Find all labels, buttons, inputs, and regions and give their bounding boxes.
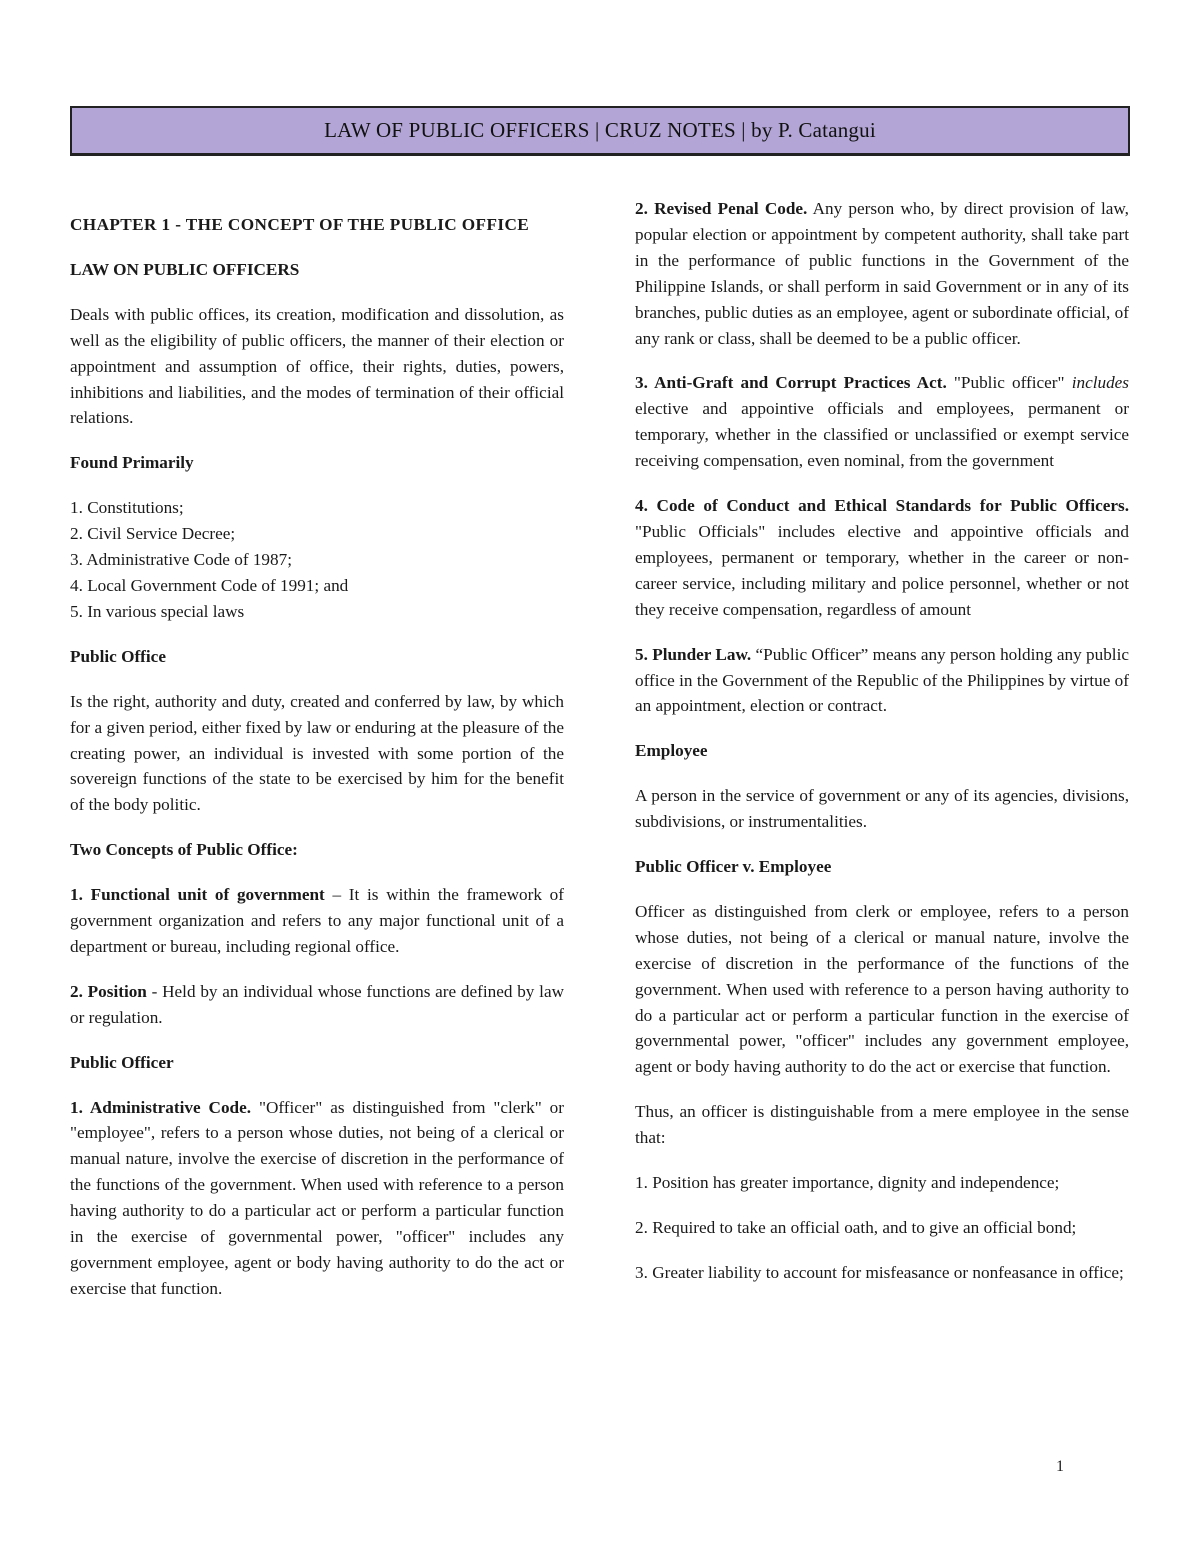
distinction-point-2: 2. Required to take an official oath, and to give an official bond; [635,1218,1077,1237]
office-paragraph: Is the right, authority and duty, created and conferred by law, by which for a given period, either fixed by law or enduring at the pleasure of the creating power, an individual is invested with some portion of the sovereign functions of the state to be exercised by him for the benefit of the body politic. [70,691,564,815]
plunder-text: “Public Officer” means any person holding any public office in the Government of the Republic of the Philippines by virtue of an appointment, election or contract. [635,644,1129,716]
employee-heading: Employee [635,741,708,761]
concept-2-paragraph [70,979,564,1031]
graft-text-a: "Public officer" [946,373,1072,393]
list-item: 3. Administrative Code of 1987; [70,550,292,570]
conduct-label: 4. Code of Conduct and Ethical Standards for Public Officers. [635,496,1129,516]
officer-heading: Public Officer [70,1052,174,1072]
concept-2-text: - Held by an individual whose functions are defined by law or regulation. [70,981,564,1027]
graft-text-b: elective and appointive officials and employees, permanent or temporary, whether in the classified or unclassified or exempt service receiving compensation, even nominal, from the government [635,399,1129,471]
rpc-label: 2. Revised Penal Code. [635,199,808,218]
list-item: 5. In various special laws [70,601,245,621]
rpc-text: Any person who, by direct provision of law, popular election or appointment by competent authority, shall take part in the performance of public functions in the Government of the Philippine Islands, or shall perform in said Government or in any of its branches, public duties as an employee, agent or subordinate official, of any rank or class, shall be deemed to be a public officer. [635,199,1129,348]
versus-paragraph: Officer as distinguished from clerk or employee, refers to a person whose duties, not being of a clerical or manual nature, involve the exercise of discretion in the performance of the functions of the government. When used with reference to a person having authority to do a particular act or perform a particular function in the exercise of governmental power, "officer" includes any government employee, agent or body having authority to do the act or exercise that function. [635,901,1129,1077]
law-heading: LAW ON PUBLIC OFFICERS [70,259,300,279]
list-item: 4. Local Government Code of 1991; and [70,575,349,595]
plunder-paragraph [635,642,1129,720]
right-column [635,196,1129,1305]
document-title: LAW OF PUBLIC OFFICERS | CRUZ NOTES | by P. Catangui [324,118,876,142]
list-item: 1. Constitutions; [70,498,184,518]
concept-1-label: 1. Functional unit of government [70,885,325,905]
found-list [70,495,564,625]
concept-1-paragraph [70,882,564,960]
graft-paragraph [635,370,1129,474]
distinction-point-3: 3. Greater liability to account for misfeasance or nonfeasance in office; [635,1262,1124,1282]
left-column [70,196,564,1321]
concept-2-label: 2. Position [70,981,147,1001]
found-heading: Found Primarily [70,453,194,473]
distinction-point-1: 1. Position has greater importance, dignity and independence; [635,1173,1060,1193]
admin-code-label: 1. Administrative Code. [70,1097,252,1117]
employee-paragraph: A person in the service of government or any of its agencies, divisions, subdivisions, or instrumentalities. [635,786,1129,832]
rpc-paragraph [635,196,1129,351]
list-item: 2. Civil Service Decree; [70,524,236,544]
conduct-paragraph [635,493,1129,623]
plunder-label: 5. Plunder Law. [635,644,752,664]
document-header [70,106,1130,156]
office-heading: Public Office [70,646,166,666]
concepts-heading: Two Concepts of Public Office: [70,840,298,860]
graft-label: 3. Anti-Graft and Corrupt Practices Act. [635,373,947,393]
graft-italic: includes [1071,373,1129,393]
admin-code-text: "Officer" as distinguished from "clerk" or "employee", refers to a person whose duties, not being of a clerical or manual nature, involve the exercise of discretion in the performance of the functions of the government. When used with reference to a person having authority to do a particular act or perform a particular function in the exercise of governmental power, "officer" includes any government employee, agent or body having authority to do the act or exercise that function. [70,1097,564,1298]
conduct-text: "Public Officials" includes elective and appointive officials and employees, permanent or temporary, whether in the career or non-career service, including military and police personnel, whether or not they receive compensation, regardless of amount [635,521,1129,619]
concept-1-text: – It is within the framework of government organization and refers to any major functional unit of a department or bureau, including regional office. [70,885,564,956]
law-paragraph: Deals with public offices, its creation, modification and dissolution, as well as the eligibility of public officers, the manner of their election or appointment and assumption of office, their rights, duties, powers, inhibitions and liabilities, and the modes of termination of their official relations. [70,304,564,428]
page-number: 1 [1056,1458,1064,1475]
thus-paragraph: Thus, an officer is distinguishable from a mere employee in the sense that: [635,1102,1129,1148]
admin-code-paragraph [70,1095,564,1302]
versus-heading: Public Officer v. Employee [635,857,832,877]
chapter-title: CHAPTER 1 - THE CONCEPT OF THE PUBLIC OFFICE [70,215,530,234]
